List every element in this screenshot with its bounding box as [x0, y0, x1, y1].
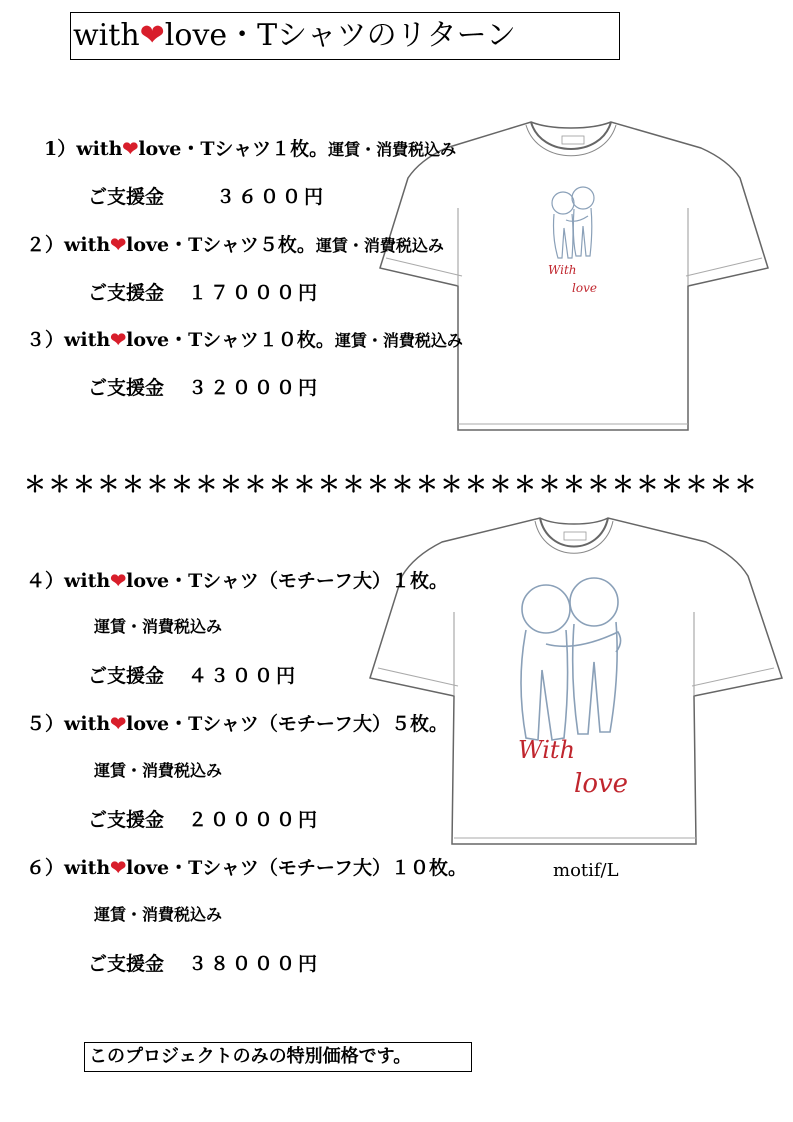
- item-number: ３）: [26, 329, 65, 351]
- item-2-price: [88, 278, 320, 305]
- motif-caption: motif/L: [553, 860, 619, 881]
- title-text-with: with: [73, 18, 140, 53]
- item-name: love・Tシャツ５枚。: [126, 234, 316, 256]
- item-number: ２）: [26, 234, 65, 256]
- item-4-price: [88, 661, 298, 688]
- page-title: [70, 12, 620, 60]
- price-label: ご支援金: [88, 665, 165, 687]
- item-6-shipping-note: 運賃・消費税込み: [94, 905, 223, 924]
- large-shirt-print-line1: With: [518, 736, 576, 764]
- item-with: with: [64, 857, 111, 879]
- item-name: love・Tシャツ（モチーフ大）５枚。: [126, 713, 448, 735]
- price-amount: １７０００円: [188, 282, 321, 304]
- item-with: with: [64, 234, 111, 256]
- item-shipping-note: 運賃・消費税込み: [334, 331, 463, 350]
- special-price-note: このプロジェクトのみの特別価格です。: [84, 1042, 472, 1072]
- item-with: with: [64, 329, 111, 351]
- heart-icon: ❤: [110, 329, 127, 351]
- heart-icon: ❤: [110, 713, 127, 735]
- price-amount: ２００００円: [188, 809, 321, 831]
- heart-icon: ❤: [122, 138, 139, 160]
- price-amount: ３２０００円: [188, 377, 321, 399]
- price-label: ご支援金: [88, 282, 165, 304]
- price-amount: ４３００円: [188, 665, 299, 687]
- small-shirt-print-line1: With: [548, 263, 577, 277]
- item-name: love・Tシャツ（モチーフ大）１枚。: [126, 570, 448, 592]
- item-1: [44, 134, 456, 161]
- divider-asterisks: ＊＊＊＊＊＊＊＊＊＊＊＊＊＊＊＊＊＊＊＊＊＊＊＊＊＊＊＊＊＊: [24, 473, 760, 498]
- item-6-price: [88, 949, 320, 976]
- price-label: ご支援金: [88, 377, 165, 399]
- item-number: ４）: [26, 570, 65, 592]
- item-shipping-note: 運賃・消費税込み: [328, 140, 457, 159]
- small-shirt-print-line2: love: [572, 281, 597, 295]
- item-2: [26, 230, 444, 257]
- large-shirt-print-line2: love: [574, 769, 629, 799]
- item-4-shipping-note: 運賃・消費税込み: [94, 617, 223, 636]
- price-amount: ３６００円: [216, 186, 327, 208]
- item-with: with: [64, 570, 111, 592]
- heart-icon: ❤: [139, 18, 165, 53]
- heart-icon: ❤: [110, 234, 127, 256]
- heart-icon: ❤: [110, 570, 127, 592]
- item-4: [26, 566, 448, 593]
- item-shipping-note: 運賃・消費税込み: [315, 236, 444, 255]
- price-amount: ３８０００円: [188, 953, 321, 975]
- heart-icon: ❤: [110, 857, 127, 879]
- item-name: love・Tシャツ１０枚。: [126, 329, 335, 351]
- item-5: [26, 709, 448, 736]
- item-number: ５）: [26, 713, 65, 735]
- item-name: love・Tシャツ１枚。: [138, 138, 329, 160]
- price-label: ご支援金: [88, 186, 165, 208]
- item-3: [26, 325, 463, 352]
- item-5-shipping-note: 運賃・消費税込み: [94, 761, 223, 780]
- price-label: ご支援金: [88, 809, 165, 831]
- item-5-price: [88, 805, 320, 832]
- item-with: with: [76, 138, 123, 160]
- title-text-rest: love・Tシャツのリターン: [164, 18, 516, 53]
- item-3-price: [88, 373, 320, 400]
- tshirt-large-motif-image: [366, 512, 784, 850]
- item-number: ６）: [26, 857, 65, 879]
- price-label: ご支援金: [88, 953, 165, 975]
- item-1-price: [88, 182, 326, 209]
- item-number: 1）: [44, 138, 77, 160]
- item-6: [26, 853, 467, 880]
- item-with: with: [64, 713, 111, 735]
- item-name: love・Tシャツ（モチーフ大）１０枚。: [126, 857, 467, 879]
